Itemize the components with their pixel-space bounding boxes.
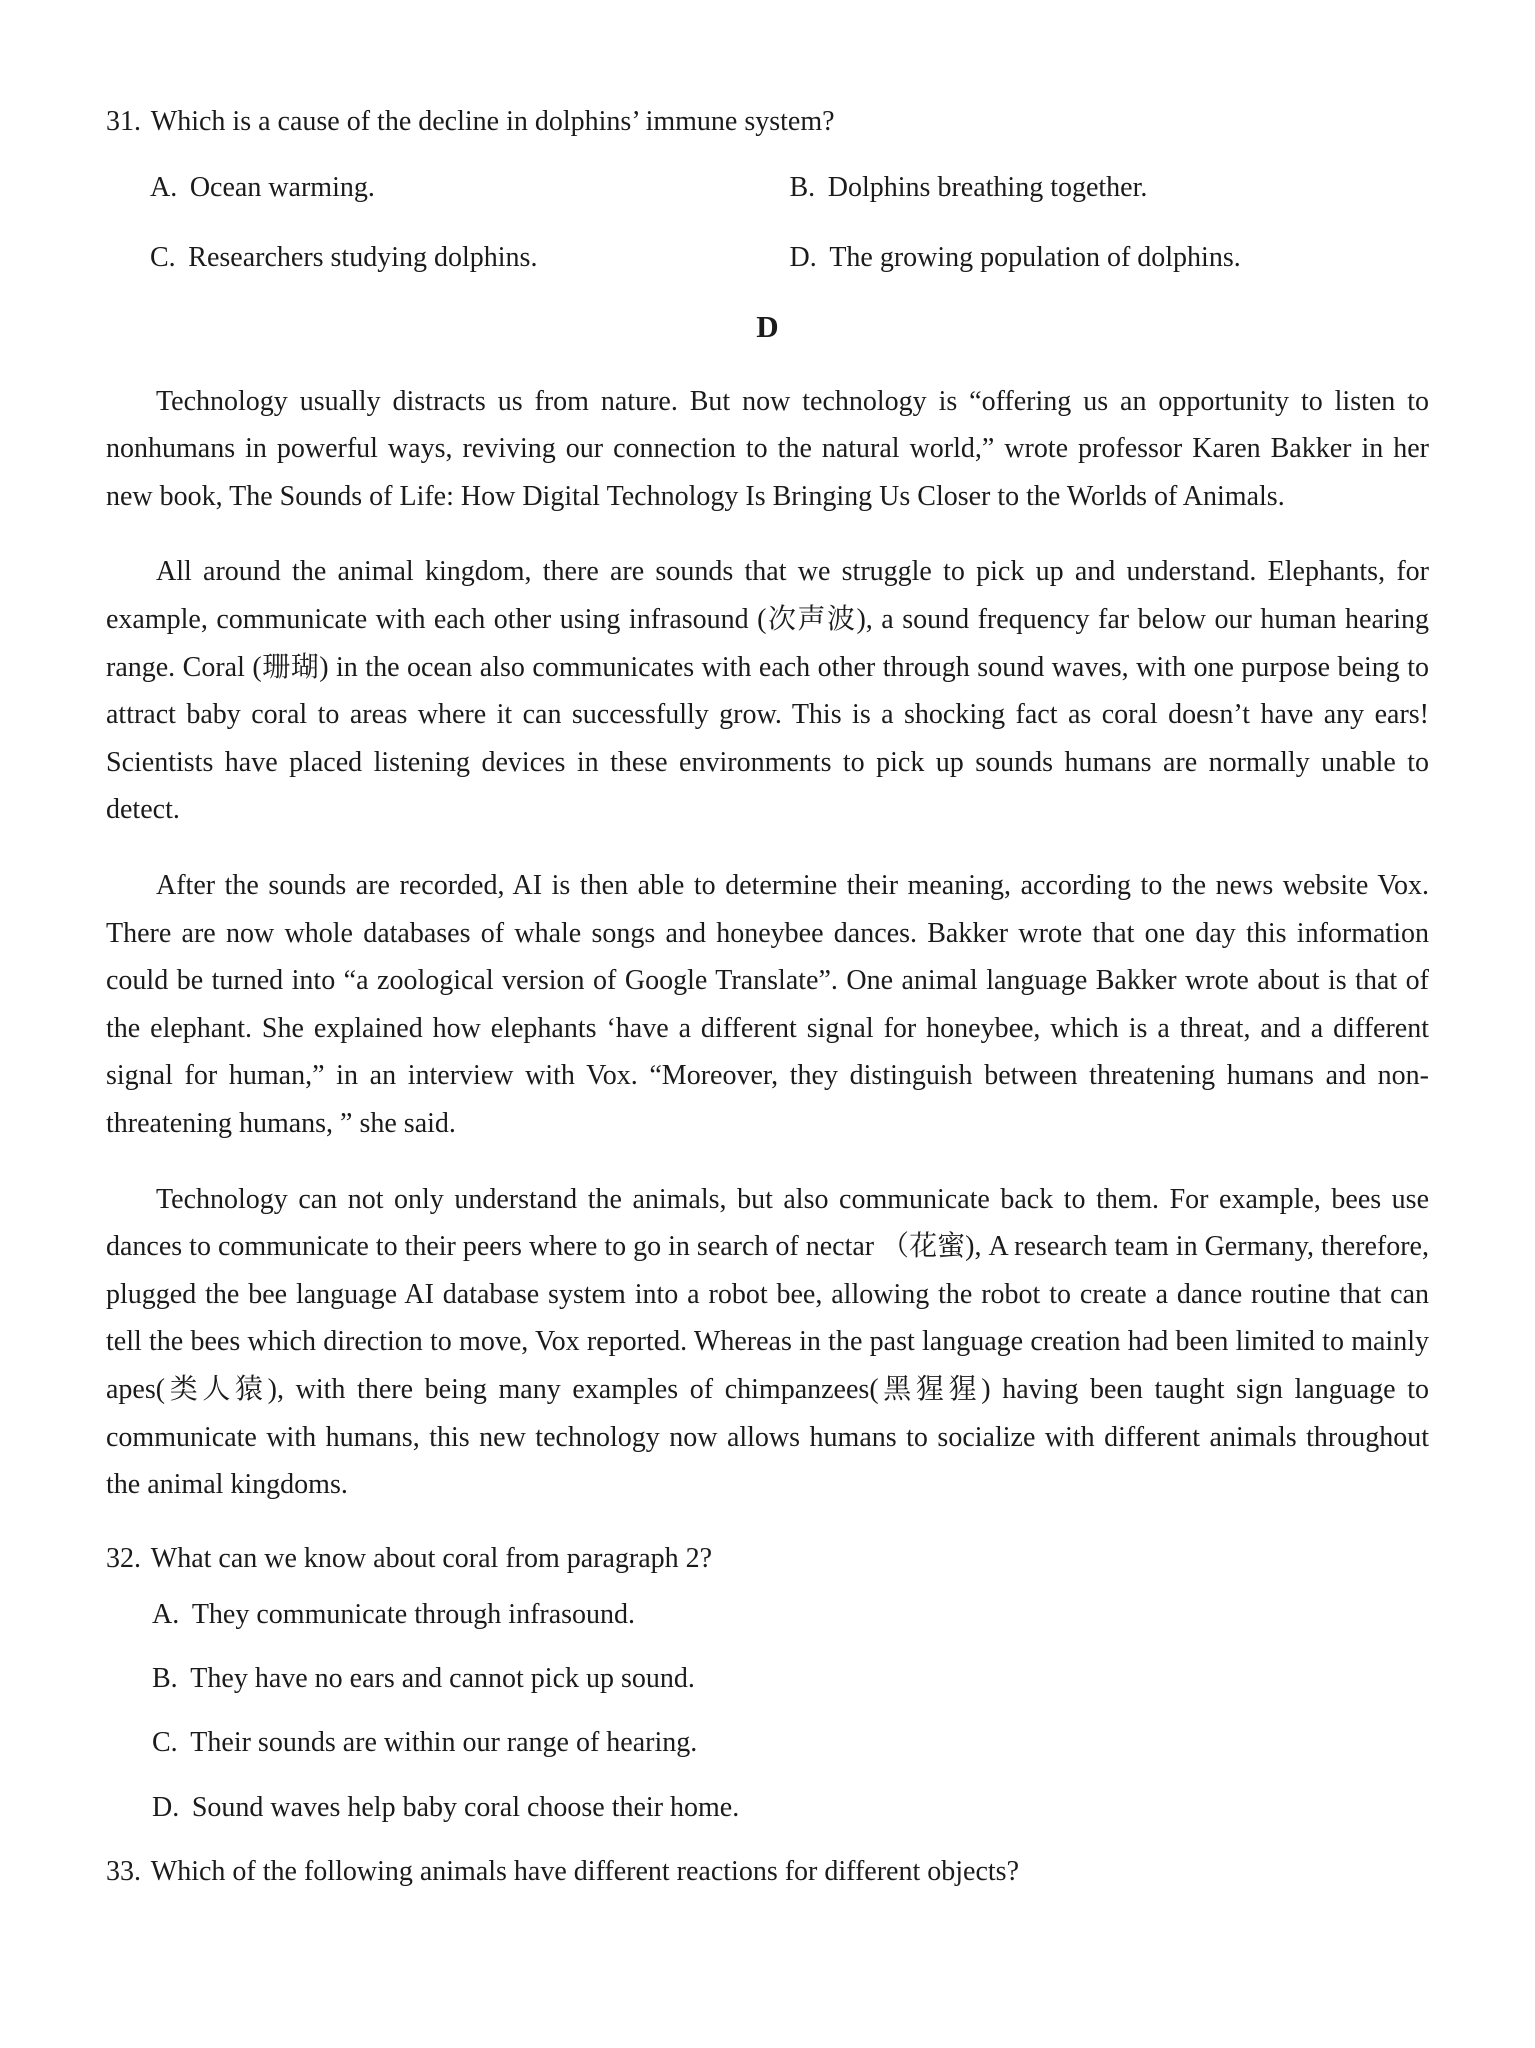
question-31-options [106, 166, 1429, 280]
question-31-text: Which is a cause of the decline in dolphins’ immune system? [150, 106, 835, 137]
passage-paragraph-3: After the sounds are recorded, AI is then able to determine their meaning, according to the news website Vox. There are now whole databases of whale songs and honeybee dances. Bakker wrote that one day this information could be turned into “a zoological version of Google Translate”. One animal language Bakker wrote about is that of the elephant. She explained how elephants ‘have a different signal for honeybee, which is a threat, and a different signal for human,” in an interview with Vox. “Moreover, they distinguish between threatening humans and non-threatening humans, ” she said. [106, 870, 1429, 1139]
passage-paragraph-4: Technology can not only understand the animals, but also communicate back to them. For example, bees use dances to communicate to their peers where to go in search of nectar （花蜜), A research team in Germany, therefore, plugged the bee language AI database system into a robot bee, allowing the robot to create a dance routine that can tell the bees which direction to move, Vox reported. Whereas in the past language creation had been limited to mainly apes(类人猿), with there being many examples of chimpanzees(黑猩猩) having been taught sign language to communicate with humans, this new technology now allows humans to socialize with different animals throughout the animal kingdoms. [106, 1183, 1429, 1501]
question-33-number: 33. [106, 1855, 141, 1887]
question-31-option-d [790, 236, 1430, 280]
option-c-text: Researchers studying dolphins. [188, 242, 538, 274]
option-b-label: B. [789, 172, 816, 204]
option-d-label: D. [152, 1791, 180, 1823]
question-32 [106, 1537, 1429, 1581]
option-d-label: D. [789, 242, 817, 274]
question-31-option-b [790, 166, 1430, 210]
option-b-text: They have no ears and cannot pick up sound. [190, 1663, 695, 1695]
question-31-option-a [150, 166, 790, 210]
question-32-option-c [106, 1721, 1429, 1765]
option-b-text: Dolphins breathing together. [827, 172, 1148, 204]
option-c-label: C. [150, 242, 176, 274]
passage-paragraph-2: All around the animal kingdom, there are sounds that we struggle to pick up and understand. Elephants, for example, communicate with each other using infrasound (次声波), a sound frequency far below our human hearing range. Coral (珊瑚) in the ocean also communicates with each other through sound waves, with one purpose being to attract baby coral to areas where it can successfully grow. This is a shocking fact as coral doesn’t have any ears! Scientists have placed listening devices in these environments to pick up sounds humans are normally unable to detect. [106, 556, 1429, 826]
question-33-text: Which of the following animals have different reactions for different objects? [150, 1855, 1020, 1887]
question-32-text: What can we know about coral from paragraph 2? [150, 1542, 713, 1574]
question-31 [106, 100, 1429, 144]
question-32-option-b [106, 1657, 1429, 1701]
option-d-text: Sound waves help baby coral choose their home. [191, 1791, 740, 1823]
question-33 [106, 1850, 1429, 1894]
option-c-text: Their sounds are within our range of hearing. [190, 1727, 698, 1759]
option-a-text: They communicate through infrasound. [191, 1598, 636, 1630]
question-31-option-c [150, 236, 790, 280]
passage-section-heading: D [756, 308, 779, 344]
question-31-number: 31. [106, 106, 141, 137]
question-32-options [106, 1593, 1429, 1830]
option-a-text: Ocean warming. [189, 172, 375, 204]
question-32-number: 32. [106, 1542, 141, 1574]
option-a-label: A. [150, 172, 178, 204]
question-32-option-d [106, 1786, 1429, 1830]
option-d-text: The growing population of dolphins. [829, 242, 1241, 274]
question-32-option-a [106, 1593, 1429, 1637]
option-b-label: B. [152, 1663, 178, 1695]
option-c-label: C. [152, 1727, 178, 1759]
passage-paragraph-1: Technology usually distracts us from nature. But now technology is “offering us an opportunity to listen to nonhumans in powerful ways, reviving our connection to the natural world,” wrote professor Karen Bakker in her new book, The Sounds of Life: How Digital Technology Is Bringing Us Closer to the Worlds of Animals. [106, 385, 1429, 512]
option-a-label: A. [152, 1598, 180, 1630]
